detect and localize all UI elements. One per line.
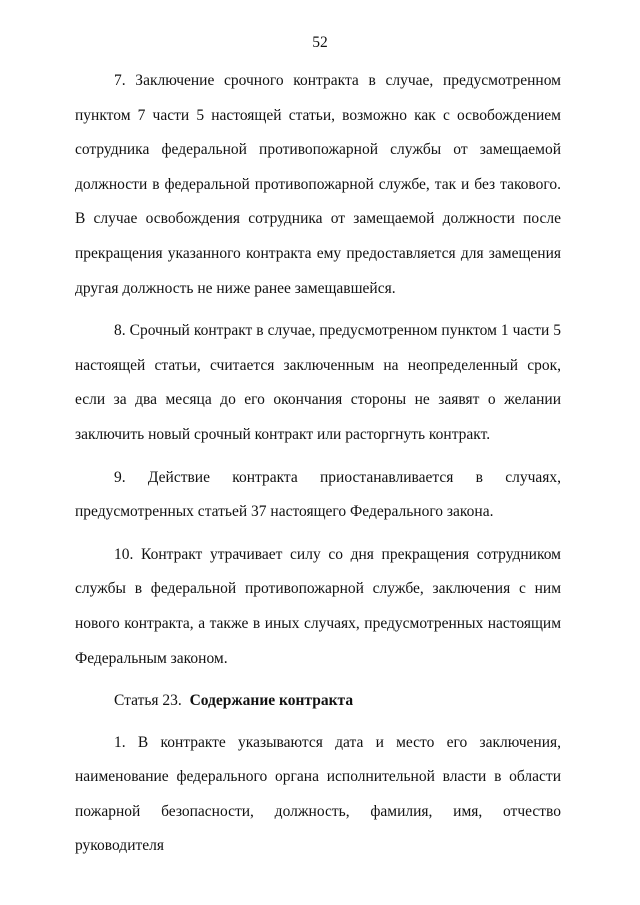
paragraph-7: 7. Заключение срочного контракта в случае, предусмотренном пунктом 7 части 5 настоящей статьи, возможно как с освобождением сотрудника федеральной противопожарной службы от замещаемой должности в федеральной противопожарной службе, так и без такового. В случае освобождения сотрудника от замещаемой должности после прекращения указанного контракта ему предоставляется для замещения другая должность не ниже ранее замещавшейся. (75, 72, 561, 297)
paragraph-8: 8. Срочный контракт в случае, предусмотренном пунктом 1 части 5 настоящей статьи, считается заключенным на неопределенный срок, если за два месяца до его окончания стороны не заявят о желании заключить новый срочный контракт или расторгнуть контракт. (75, 322, 561, 443)
paragraph-10: 10. Контракт утрачивает силу со дня прекращения сотрудником службы в федеральной противопожарной службе, заключения с ним нового контракта, а также в иных случаях, предусмотренных настоящим Федеральным законом. (75, 545, 561, 667)
article-label: Статья 23. (114, 692, 182, 710)
page-number: 52 (312, 34, 328, 51)
article-title: Содержание контракта (189, 692, 354, 710)
paragraph-9: 9. Действие контракта приостанавливается в случаях, предусмотренных статьей 37 настоящего Федерального закона. (75, 468, 561, 521)
article-heading (75, 684, 561, 719)
article-paragraph-1: 1. В контракте указываются дата и место его заключения, наименование федерального органа исполнительной власти в области пожарной безопасности, должность, фамилия, имя, отчество руководителя (75, 733, 561, 855)
document-body (75, 64, 561, 864)
